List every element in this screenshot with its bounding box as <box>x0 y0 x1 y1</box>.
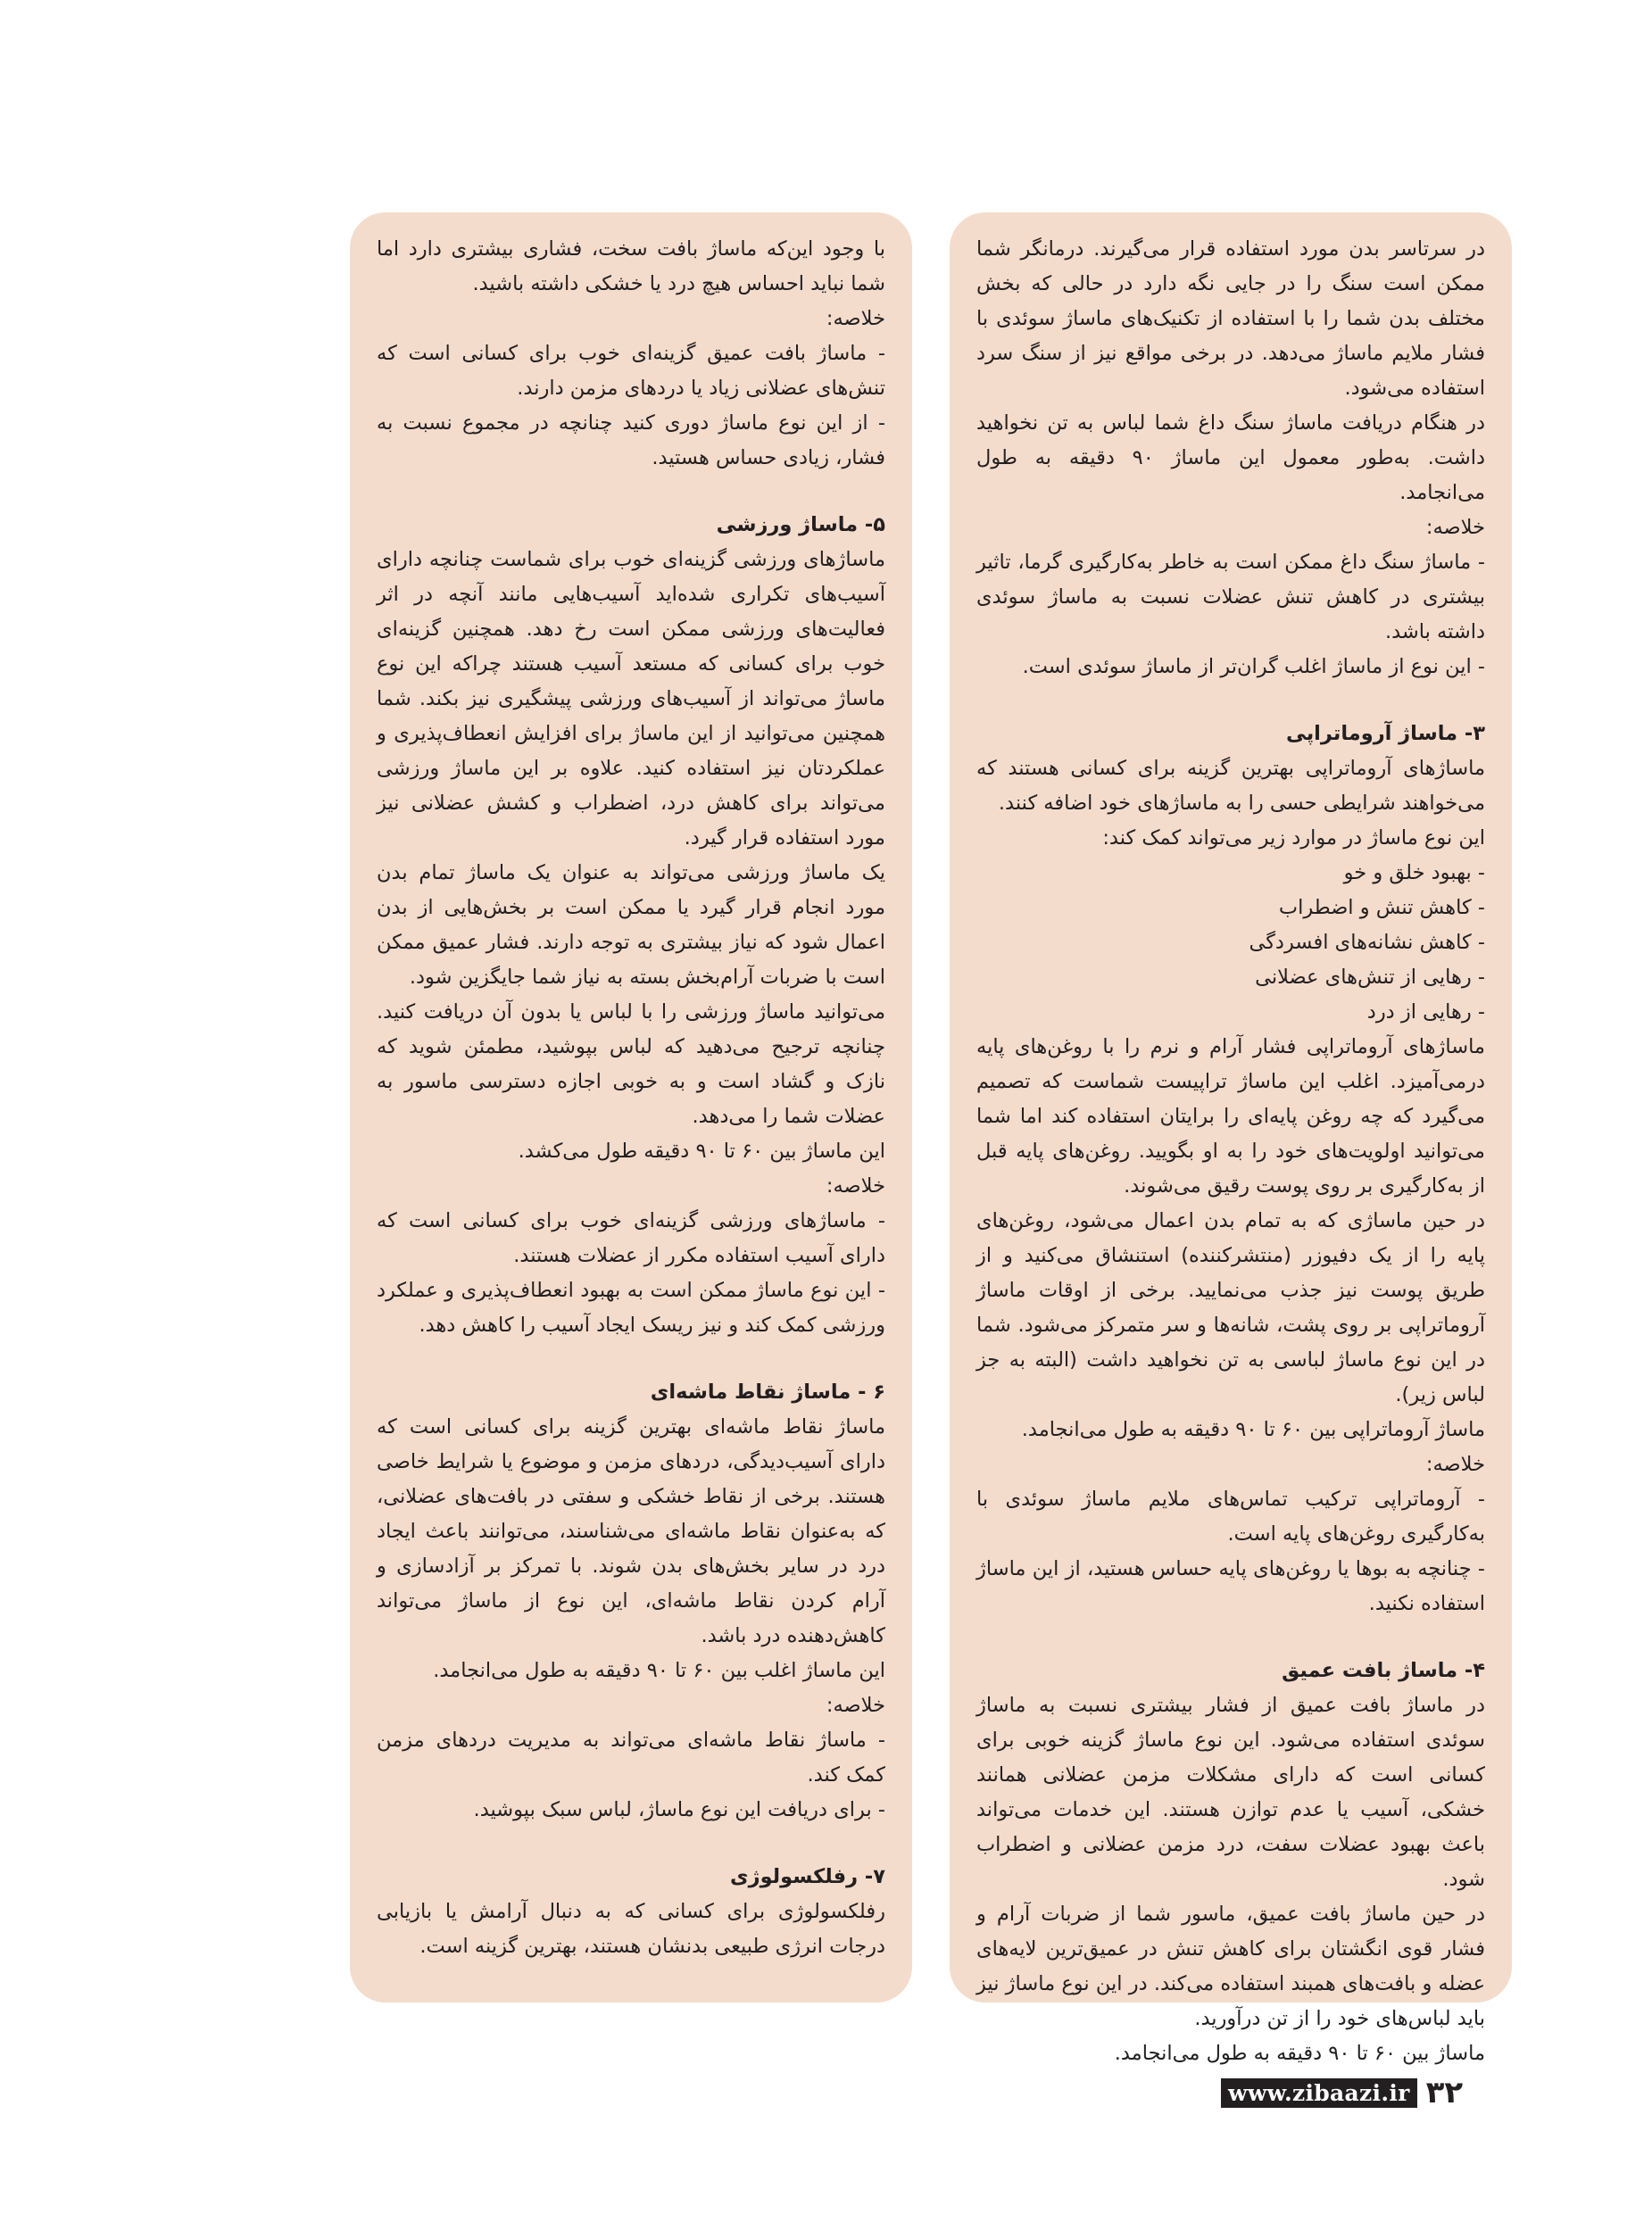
section-heading-aromatherapy: ۳- ماساژ آروماتراپی <box>1285 722 1485 745</box>
summary-item: - از این نوع ماساژ دوری کنید چنانچه در مجموع نسبت به فشار، زیادی حساس هستید. <box>377 411 885 469</box>
right-text-column <box>950 212 1512 2065</box>
section-body-deep-tissue <box>976 1688 1485 2071</box>
section-heading-trigger-point: ۶ - ماساژ نقاط ماشه‌ای <box>650 1381 885 1404</box>
list-item: - رهایی از درد <box>1366 1000 1485 1024</box>
paragraph: ماساژ بین ۶۰ تا ۹۰ دقیقه به طول می‌انجامد. <box>1114 2042 1485 2065</box>
paragraph: رفلکسولوژی برای کسانی که به دنبال آرامش یا بازیابی درجات انرژی طبیعی بدنشان هستند، بهترین گزینه است. <box>377 1900 885 1958</box>
summary-item: - برای دریافت این نوع ماساژ، لباس سبک بپوشید. <box>473 1798 885 1821</box>
summary-item: - این نوع ماساژ ممکن است به بهبود انعطاف‌پذیری و عملکرد ورزشی کمک کند و نیز ریسک ایجاد آسیب را کاهش دهد. <box>377 1279 885 1337</box>
paragraph: در ماساژ بافت عمیق از فشار بیشتری نسبت به ماساژ سوئدی استفاده می‌شود. این نوع ماساژ گزینه خوبی برای کسانی است که دارای مشکلات مزمن عضلانی همانند خشکی، آسیب یا عدم توازن هستند. این خدمات می‌تواند باعث بهبود عضلات سفت، درد مزمن عضلانی و اضطراب شود. <box>976 1694 1485 1891</box>
summary-label: خلاصه: <box>1425 516 1485 539</box>
paragraph: ماساژهای ورزشی گزینه‌ای خوب برای شماست چنانچه دارای آسیب‌های تکراری شده‌اید آسیب‌هایی مانند آنچه در اثر فعالیت‌های ورزشی ممکن است رخ دهد. همچنین گزینه‌ای خوب برای کسانی که مستعد آسیب هستند چراکه این نوع ماساژ می‌تواند از آسیب‌های ورزشی پیشگیری نیز بکند. شما همچنین می‌توانید از این ماساژ برای افزایش انعطاف‌پذیری و عملکردتان نیز استفاده کنید. علاوه بر این ماساژ ورزشی می‌تواند برای کاهش درد، اضطراب و کشش عضلانی نیز مورد استفاده قرار گیرد. <box>377 548 885 850</box>
summary-label: خلاصه: <box>1425 1453 1485 1476</box>
page-number: ۳۲ <box>1425 2075 1464 2110</box>
summary-label: خلاصه: <box>826 1174 885 1198</box>
list-item: - کاهش نشانه‌های افسردگی <box>1249 931 1485 954</box>
page-footer <box>1221 2073 1463 2112</box>
section-heading-sports: ۵- ماساژ ورزشی <box>716 513 885 536</box>
summary-label: خلاصه: <box>826 307 885 330</box>
section-body-trigger-point <box>377 1410 885 1828</box>
left-text-column <box>350 212 912 2003</box>
paragraph: این نوع ماساژ در موارد زیر می‌تواند کمک کند: <box>1102 826 1485 850</box>
summary-item: - این نوع از ماساژ اغلب گران‌تر از ماساژ سوئدی است. <box>1022 655 1485 678</box>
summary-item: - ماساژ نقاط ماشه‌ای می‌تواند به مدیریت دردهای مزمن کمک کند. <box>377 1729 885 1787</box>
paragraph: این ماساژ اغلب بین ۶۰ تا ۹۰ دقیقه به طول می‌انجامد. <box>433 1659 885 1682</box>
section-body-sports <box>377 543 885 1343</box>
summary-item: - آروماتراپی ترکیب تماس‌های ملایم ماساژ سوئدی با به‌کارگیری روغن‌های پایه است. <box>976 1488 1485 1546</box>
paragraph: ماساژهای آروماتراپی فشار آرام و نرم را با روغن‌های پایه درمی‌آمیزد. اغلب این ماساژ تراپیست شماست که تصمیم می‌گیرد که چه روغن پایه‌ای را برایتان استفاده کند اما شما می‌توانید اولویت‌های خود را به او بگویید. روغن‌های پایه قبل از به‌کارگیری بر روی پوست رقیق می‌شوند. <box>976 1035 1485 1198</box>
summary-item: - ماساژ سنگ داغ ممکن است به خاطر به‌کارگیری گرما، تاثیر بیشتری در کاهش تنش عضلات نسبت به ماساژ سوئدی داشته باشد. <box>976 551 1485 643</box>
paragraph: یک ماساژ ورزشی می‌تواند به عنوان یک ماساژ تمام بدن مورد انجام قرار گیرد یا ممکن است بر بخش‌هایی از بدن اعمال شود که نیاز بیشتری به توجه دارند. فشار عمیق ممکن است با ضربات آرام‌بخش بسته به نیاز شما جایگزین شود. <box>377 861 885 989</box>
paragraph: این ماساژ بین ۶۰ تا ۹۰ دقیقه طول می‌کشد. <box>518 1140 885 1163</box>
list-item: - رهایی از تنش‌های عضلانی <box>1255 966 1485 989</box>
website-url: www.zibaazi.ir <box>1221 2078 1417 2108</box>
paragraph: در حین ماساژی که به تمام بدن اعمال می‌شود، روغن‌های پایه را از یک دفیوزر (منتشرکننده) استنشاق می‌کنید و از طریق پوست نیز جذب می‌نمایید. برخی از اوقات ماساژ آروماتراپی بر روی پشت، شانه‌ها و سر متمرکز می‌شود. شما در این نوع ماساژ لباسی به تن نخواهید داشت (البته به جز لباس زیر). <box>976 1209 1485 1406</box>
right-intro <box>976 232 1485 684</box>
paragraph: ماساژهای آروماتراپی بهترین گزینه برای کسانی هستند که می‌خواهند شرایطی حسی را به ماساژهای خود اضافه کنند. <box>976 757 1485 815</box>
paragraph: ماساژ آروماتراپی بین ۶۰ تا ۹۰ دقیقه به طول می‌انجامد. <box>1021 1418 1485 1441</box>
paragraph: در سرتاسر بدن مورد استفاده قرار می‌گیرند. درمانگر شما ممکن است سنگ را در جایی نگه دارد در حالی که بخش مختلف بدن شما را با استفاده از تکنیک‌های ماساژ سوئدی با فشار ملایم ماساژ می‌دهد. در برخی مواقع نیز از سنگ سرد استفاده می‌شود. <box>976 237 1485 400</box>
summary-item: - ماساژ بافت عمیق گزینه‌ای خوب برای کسانی است که تنش‌های عضلانی زیاد یا دردهای مزمن دارند. <box>377 342 885 400</box>
list-item: - کاهش تنش و اضطراب <box>1278 896 1485 919</box>
paragraph: می‌توانید ماساژ ورزشی را با لباس یا بدون آن دریافت کنید. چنانچه ترجیح می‌دهید که لباس بپوشید، مطمئن شوید که نازک و گشاد است و به خوبی اجازه دسترسی ماسور به عضلات شما را می‌دهد. <box>377 1000 885 1128</box>
list-item: - بهبود خلق و خو <box>1343 861 1485 884</box>
section-heading-reflexology: ۷- رفلکسولوژی <box>730 1865 885 1888</box>
summary-item: - چنانچه به بوها یا روغن‌های پایه حساس هستید، از این ماساژ استفاده نکنید. <box>976 1557 1485 1615</box>
paragraph: در هنگام دریافت ماساژ سنگ داغ شما لباس به تن نخواهید داشت. به‌طور معمول این ماساژ ۹۰ دقیقه به طول می‌انجامد. <box>976 411 1485 504</box>
paragraph: ماساژ نقاط ماشه‌ای بهترین گزینه برای کسانی است که دارای آسیب‌دیدگی، دردهای مزمن و موضوع یا شرایط خاصی هستند. برخی از نقاط خشکی و سفتی در بافت‌های عضلانی، که به‌عنوان نقاط ماشه‌ای می‌شناسند، می‌توانند باعث ایجاد درد در سایر بخش‌های بدن شوند. با تمرکز بر آزادسازی و آرام کردن نقاط ماشه‌ای، این نوع از ماساژ می‌تواند کاهش‌دهنده درد باشد. <box>377 1415 885 1647</box>
summary-label: خلاصه: <box>826 1694 885 1717</box>
paragraph: با وجود این‌که ماساژ بافت سخت، فشاری بیشتری دارد اما شما نباید احساس هیچ درد یا خشکی داشته باشید. <box>377 237 885 295</box>
section-body-reflexology <box>377 1895 885 1964</box>
section-body-aromatherapy <box>976 751 1485 1621</box>
summary-item: - ماساژهای ورزشی گزینه‌ای خوب برای کسانی است که دارای آسیب استفاده مکرر از عضلات هستند. <box>377 1209 885 1267</box>
paragraph: در حین ماساژ بافت عمیق، ماسور شما از ضربات آرام و فشار قوی انگشتان برای کاهش تنش در عمیق‌ترین لایه‌های عضله و بافت‌های همبند استفاده می‌کند. در این نوع ماساژ نیز باید لباس‌های خود را از تن درآورید. <box>976 1903 1485 2030</box>
section-heading-deep-tissue: ۴- ماساژ بافت عمیق <box>1282 1659 1485 1682</box>
left-intro <box>377 232 885 476</box>
